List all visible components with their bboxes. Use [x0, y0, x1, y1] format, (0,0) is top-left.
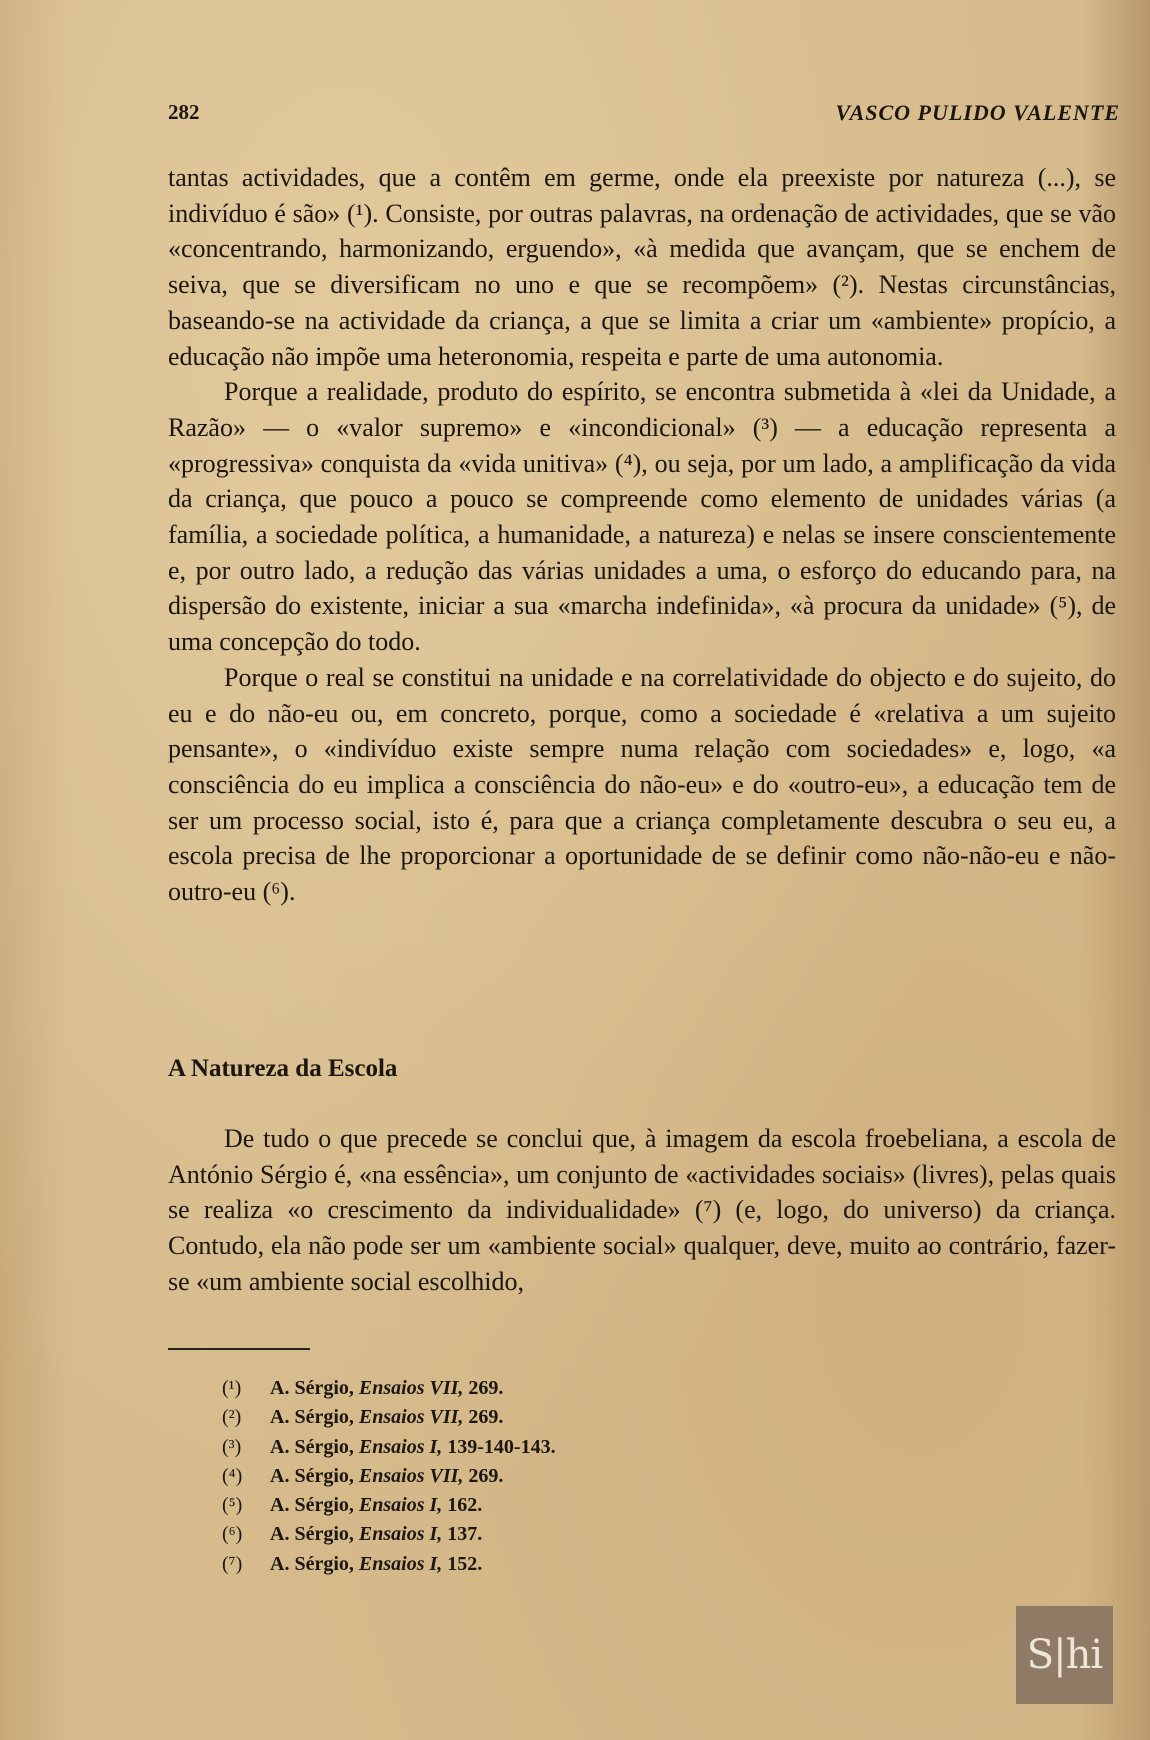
- footnote-author: A. Sérgio,: [270, 1464, 354, 1487]
- paragraph-2: Porque a realidade, produto do espírito, se encontra submetida à «lei da Unidade, a Razão» — o «valor supremo» e «incondicional» (³) — a educação representa a «progressiva» conquista da «vida unitiva» (⁴), ou seja, por um lado, a amplificação da vida da criança, que pouco a pouco se compreende como elemento de unidades várias (a família, a sociedade política, a humanidade, a natureza) e nelas se insere conscientemente e, por outro lado, a redução das várias unidades a uma, o esforço do educando para, na dispersão do existente, iniciar a sua «marcha indefinida», «à procura da unidade» (⁵), de uma concepção do todo.: [168, 377, 1116, 657]
- footnote-mark: (³): [222, 1435, 242, 1458]
- footnote-mark: (⁷): [222, 1552, 243, 1575]
- page-number: 282: [168, 100, 200, 124]
- footnote-mark: (¹): [222, 1377, 242, 1399]
- running-title: VASCO PULIDO VALENTE: [835, 100, 1120, 125]
- footnote-pages: 162.: [447, 1494, 483, 1517]
- footnote-list: [222, 1374, 922, 1579]
- footnote-work: Ensaios I,: [358, 1494, 443, 1517]
- footnote-author: A. Sérgio,: [270, 1552, 354, 1575]
- footnote-pages: 269.: [468, 1406, 504, 1429]
- body-text-top: [168, 160, 1116, 910]
- body-text-bottom: [168, 1121, 1116, 1300]
- footnote-author: A. Sérgio,: [270, 1377, 354, 1399]
- watermark-logo: [1016, 1606, 1113, 1704]
- footnote-divider: [168, 1348, 310, 1350]
- footnote-mark: (⁶): [222, 1523, 243, 1546]
- footnote-item: [222, 1462, 922, 1491]
- footnote-pages: 269.: [468, 1464, 504, 1487]
- footnote-author: A. Sérgio,: [270, 1435, 354, 1458]
- footnote-work: Ensaios I,: [358, 1523, 443, 1546]
- footnote-pages: 152.: [447, 1552, 483, 1575]
- footnote-item: [222, 1491, 922, 1520]
- watermark-text: S|hi: [1026, 1632, 1103, 1678]
- footnote-mark: (²): [222, 1406, 242, 1429]
- footnote-author: A. Sérgio,: [270, 1406, 354, 1429]
- footnote-item: [222, 1374, 922, 1403]
- footnote-pages: 137.: [447, 1523, 483, 1546]
- paragraph-3: Porque o real se constitui na unidade e na correlatividade do objecto e do sujeito, do eu e do não-eu ou, em concreto, porque, como a sociedade é «relativa a um sujeito pensante», o «indivíduo existe sempre numa relação com sociedades» e, logo, «a consciência do eu implica a consciência do não-eu» e do «outro-eu», a educação tem de ser um processo social, isto é, para que a criança completamente descubra o seu eu, a escola precisa de lhe proporcionar a oportunidade de se definir como não-não-eu e não-outro-eu (⁶).: [168, 662, 1116, 907]
- footnote-work: Ensaios VII,: [358, 1464, 464, 1487]
- paragraph-4: De tudo o que precede se conclui que, à imagem da escola froebeliana, a escola de António Sérgio é, «na essência», um conjunto de «actividades sociais» (livres), pelas quais se realiza «o crescimento da individualidade» (⁷) (e, logo, do universo) da criança. Contudo, ela não pode ser um «ambiente social» qualquer, deve, muito ao contrário, fazer-se «um ambiente social escolhido,: [168, 1124, 1116, 1296]
- footnote-work: Ensaios I,: [358, 1552, 443, 1575]
- footnote-mark: (⁴): [222, 1464, 243, 1487]
- section-heading: A Natureza da Escola: [168, 1055, 398, 1082]
- footnote-author: A. Sérgio,: [270, 1494, 354, 1517]
- footnote-item: [222, 1550, 922, 1579]
- paragraph-1: tantas actividades, que a contêm em germe, onde ela preexiste por natureza (...), se indivíduo é são» (¹). Consiste, por outras palavras, na ordenação de actividades, que se vão «concentrando, harmonizando, erguendo», «à medida que avançam, que se enchem de seiva, que se diversificam no uno e que se recompõem» (²). Nestas circunstâncias, baseando-se na actividade da criança, a que se limita a criar um «ambiente» propício, a educação não impõe uma heteronomia, respeita e parte de uma autonomia.: [168, 163, 1116, 371]
- footnote-author: A. Sérgio,: [270, 1523, 354, 1546]
- footnote-work: Ensaios VII,: [358, 1406, 464, 1429]
- footnote-item: [222, 1433, 922, 1462]
- footnote-item: [222, 1520, 922, 1549]
- footnote-item: [222, 1403, 922, 1432]
- footnote-work: Ensaios I,: [358, 1435, 443, 1458]
- page-header: [168, 100, 1120, 134]
- footnote-pages: 139-140-143.: [447, 1435, 556, 1458]
- footnote-work: Ensaios VII,: [358, 1377, 464, 1399]
- footnote-mark: (⁵): [222, 1494, 243, 1517]
- footnote-pages: 269.: [468, 1377, 504, 1399]
